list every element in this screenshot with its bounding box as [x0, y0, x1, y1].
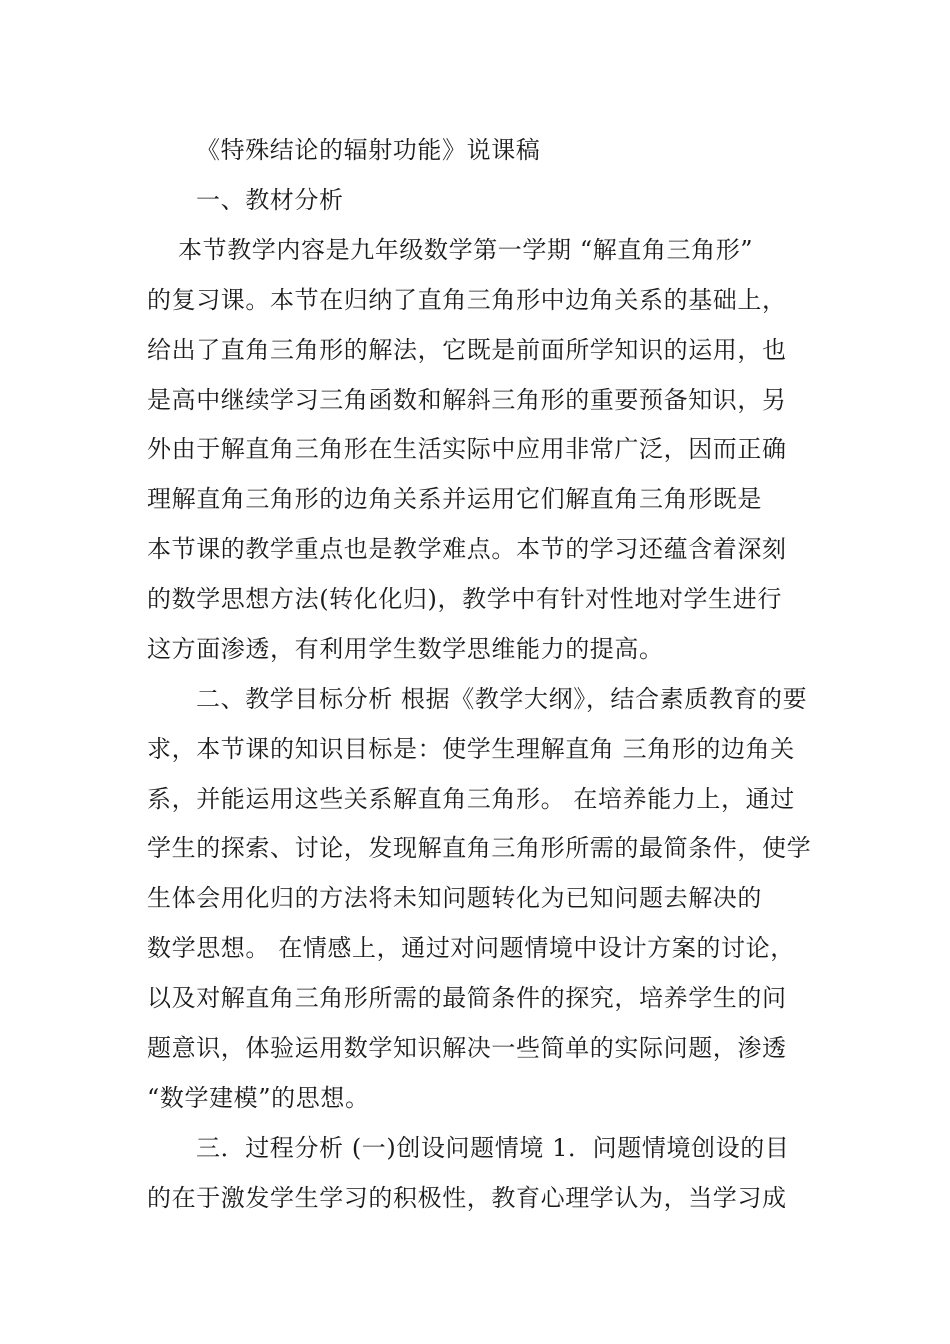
paragraph-line: 学生的探索、讨论，发现解直角三角形所需的最简条件，使学: [147, 834, 812, 862]
paragraph-line: 二、教学目标分析 根据《教学大纲》，结合素质教育的要: [196, 685, 808, 713]
paragraph-line: 数学思想。 在情感上，通过对问题情境中设计方案的讨论，: [147, 934, 795, 962]
paragraph-line: 是高中继续学习三角函数和解斜三角形的重要预备知识，另: [147, 386, 787, 414]
paragraph-line: 的在于激发学生学习的积极性，教育心理学认为，当学习成: [147, 1184, 787, 1212]
paragraph-line: 本节课的教学重点也是教学难点。本节的学习还蕴含着深刻: [147, 535, 787, 563]
paragraph-line: 求，本节课的知识目标是：使学生理解直角 三角形的边角关: [147, 735, 795, 763]
paragraph-line: 生体会用化归的方法将未知问题转化为已知问题去解决的: [147, 884, 762, 912]
paragraph-line: 外由于解直角三角形在生活实际中应用非常广泛，因而正确: [147, 435, 787, 463]
paragraph-line: 的数学思想方法(转化化归)，教学中有针对性地对学生进行: [147, 585, 782, 613]
paragraph-line: 的复习课。本节在归纳了直角三角形中边角关系的基础上，: [147, 286, 787, 314]
paragraph-line: “数学建模”的思想。: [147, 1084, 370, 1112]
section-heading-textbook-analysis: 一、教材分析: [196, 186, 344, 214]
paragraph-line: 给出了直角三角形的解法，它既是前面所学知识的运用，也: [147, 336, 787, 364]
paragraph-line: 题意识，体验运用数学知识解决一些简单的实际问题，渗透: [147, 1034, 787, 1062]
paragraph-line: 本节教学内容是九年级数学第一学期 “解直角三角形”: [178, 236, 754, 264]
paragraph-line: 理解直角三角形的边角关系并运用它们解直角三角形既是: [147, 485, 762, 513]
paragraph-line: 三．过程分析 (一)创设问题情境 1．问题情境创设的目: [196, 1134, 790, 1162]
paragraph-line: 以及对解直角三角形所需的最简条件的探究，培养学生的问: [147, 984, 787, 1012]
paragraph-line: 系，并能运用这些关系解直角三角形。 在培养能力上，通过: [147, 785, 795, 813]
document-title: 《特殊结论的辐射功能》说课稿: [196, 136, 541, 164]
paragraph-line: 这方面渗透，有利用学生数学思维能力的提高。: [147, 635, 664, 663]
